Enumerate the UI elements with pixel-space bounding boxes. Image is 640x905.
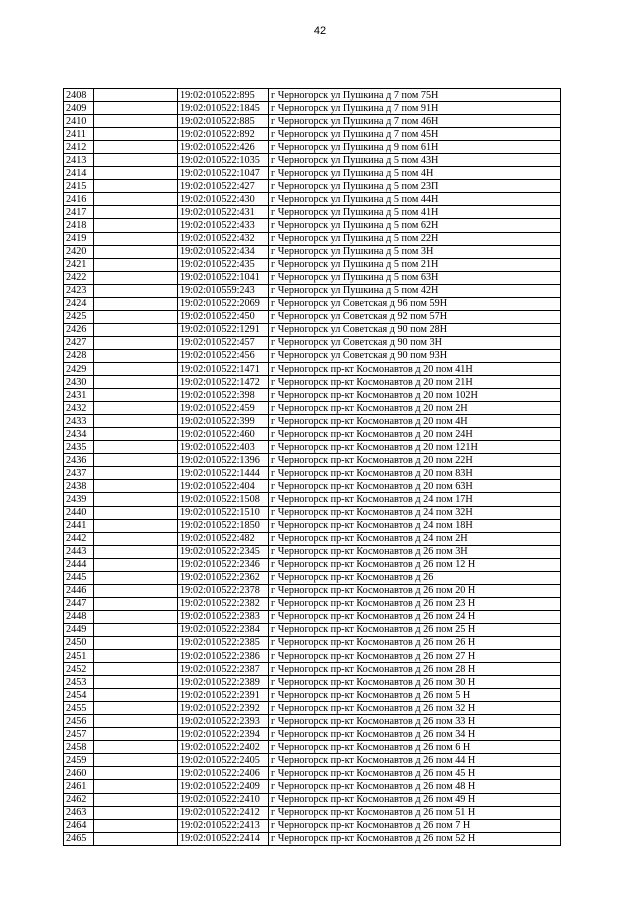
row-number-cell: 2423 [64, 284, 94, 297]
cadastral-number-cell: 19:02:010522:895 [178, 89, 269, 102]
address-cell: г Черногорск ул Пушкина д 5 пом 44Н [269, 193, 561, 206]
address-cell: г Черногорск пр-кт Космонавтов д 24 пом 18Н [269, 519, 561, 532]
table-row [64, 180, 561, 193]
table-row [64, 650, 561, 663]
blank-cell [94, 245, 178, 258]
table-row [64, 597, 561, 610]
blank-cell [94, 349, 178, 362]
table-row [64, 676, 561, 689]
cadastral-number-cell: 19:02:010522:2387 [178, 663, 269, 676]
cadastral-number-cell: 19:02:010522:2362 [178, 571, 269, 584]
table-row [64, 754, 561, 767]
blank-cell [94, 389, 178, 402]
row-number-cell: 2462 [64, 793, 94, 806]
address-cell: г Черногорск пр-кт Космонавтов д 20 пом 121Н [269, 441, 561, 454]
cadastral-number-cell: 19:02:010522:1845 [178, 102, 269, 115]
table-row [64, 506, 561, 519]
blank-cell [94, 663, 178, 676]
cadastral-number-cell: 19:02:010522:432 [178, 232, 269, 245]
blank-cell [94, 154, 178, 167]
table-row [64, 245, 561, 258]
address-cell: г Черногорск пр-кт Космонавтов д 20 пом 83Н [269, 467, 561, 480]
address-cell: г Черногорск ул Пушкина д 9 пом 61Н [269, 141, 561, 154]
row-number-cell: 2436 [64, 454, 94, 467]
cadastral-number-cell: 19:02:010559:243 [178, 284, 269, 297]
address-cell: г Черногорск ул Пушкина д 5 пом 4Н [269, 167, 561, 180]
blank-cell [94, 428, 178, 441]
page-number: 42 [313, 25, 327, 37]
blank-cell [94, 819, 178, 832]
row-number-cell: 2413 [64, 154, 94, 167]
blank-cell [94, 310, 178, 323]
address-cell: г Черногорск ул Советская д 92 пом 57Н [269, 310, 561, 323]
table-row [64, 128, 561, 141]
table-row [64, 415, 561, 428]
address-cell: г Черногорск пр-кт Космонавтов д 26 пом 48 Н [269, 780, 561, 793]
blank-cell [94, 415, 178, 428]
address-cell: г Черногорск пр-кт Космонавтов д 26 пом 3Н [269, 545, 561, 558]
table-row [64, 154, 561, 167]
cadastral-number-cell: 19:02:010522:2402 [178, 741, 269, 754]
address-cell: г Черногорск ул Пушкина д 5 пом 43Н [269, 154, 561, 167]
cadastral-number-cell: 19:02:010522:2414 [178, 832, 269, 845]
address-cell: г Черногорск пр-кт Космонавтов д 26 пом 52 Н [269, 832, 561, 845]
cadastral-number-cell: 19:02:010522:399 [178, 415, 269, 428]
cadastral-number-cell: 19:02:010522:1041 [178, 271, 269, 284]
row-number-cell: 2419 [64, 232, 94, 245]
address-cell: г Черногорск пр-кт Космонавтов д 26 пом 45 Н [269, 767, 561, 780]
row-number-cell: 2459 [64, 754, 94, 767]
row-number-cell: 2422 [64, 271, 94, 284]
table-row [64, 297, 561, 310]
row-number-cell: 2442 [64, 532, 94, 545]
blank-cell [94, 689, 178, 702]
blank-cell [94, 128, 178, 141]
blank-cell [94, 650, 178, 663]
table-row [64, 493, 561, 506]
cadastral-number-cell: 19:02:010522:2345 [178, 545, 269, 558]
cadastral-number-cell: 19:02:010522:892 [178, 128, 269, 141]
table-row [64, 793, 561, 806]
blank-cell [94, 141, 178, 154]
row-number-cell: 2416 [64, 193, 94, 206]
table-row [64, 584, 561, 597]
table-row [64, 102, 561, 115]
blank-cell [94, 806, 178, 819]
row-number-cell: 2464 [64, 819, 94, 832]
cadastral-number-cell: 19:02:010522:431 [178, 206, 269, 219]
cadastral-number-cell: 19:02:010522:1850 [178, 519, 269, 532]
blank-cell [94, 258, 178, 271]
cadastral-number-cell: 19:02:010522:2389 [178, 676, 269, 689]
table-row [64, 702, 561, 715]
cadastral-number-cell: 19:02:010522:435 [178, 258, 269, 271]
property-registry-table [63, 88, 561, 846]
table-row [64, 571, 561, 584]
table-row [64, 167, 561, 180]
row-number-cell: 2458 [64, 741, 94, 754]
address-cell: г Черногорск пр-кт Космонавтов д 26 пом 49 Н [269, 793, 561, 806]
address-cell: г Черногорск ул Пушкина д 7 пом 91Н [269, 102, 561, 115]
table-row [64, 610, 561, 623]
address-cell: г Черногорск ул Пушкина д 5 пом 22Н [269, 232, 561, 245]
cadastral-number-cell: 19:02:010522:2394 [178, 728, 269, 741]
row-number-cell: 2461 [64, 780, 94, 793]
address-cell: г Черногорск ул Пушкина д 7 пом 45Н [269, 128, 561, 141]
table-row [64, 545, 561, 558]
row-number-cell: 2418 [64, 219, 94, 232]
cadastral-number-cell: 19:02:010522:2386 [178, 650, 269, 663]
address-cell: г Черногорск пр-кт Космонавтов д 20 пом 41Н [269, 362, 561, 375]
address-cell: г Черногорск пр-кт Космонавтов д 20 пом 4Н [269, 415, 561, 428]
table-row [64, 402, 561, 415]
cadastral-number-cell: 19:02:010522:1396 [178, 454, 269, 467]
cadastral-number-cell: 19:02:010522:430 [178, 193, 269, 206]
cadastral-number-cell: 19:02:010522:398 [178, 389, 269, 402]
table-row [64, 558, 561, 571]
address-cell: г Черногорск пр-кт Космонавтов д 20 пом 22Н [269, 454, 561, 467]
table-row [64, 141, 561, 154]
cadastral-number-cell: 19:02:010522:1472 [178, 376, 269, 389]
row-number-cell: 2430 [64, 376, 94, 389]
table-row [64, 115, 561, 128]
address-cell: г Черногорск пр-кт Космонавтов д 24 пом 32Н [269, 506, 561, 519]
blank-cell [94, 780, 178, 793]
address-cell: г Черногорск пр-кт Космонавтов д 24 пом 2Н [269, 532, 561, 545]
table-row [64, 206, 561, 219]
blank-cell [94, 297, 178, 310]
row-number-cell: 2426 [64, 323, 94, 336]
table-row [64, 715, 561, 728]
row-number-cell: 2445 [64, 571, 94, 584]
blank-cell [94, 219, 178, 232]
blank-cell [94, 232, 178, 245]
address-cell: г Черногорск пр-кт Космонавтов д 26 пом 24 Н [269, 610, 561, 623]
address-cell: г Черногорск ул Советская д 96 пом 59Н [269, 297, 561, 310]
table-row [64, 376, 561, 389]
row-number-cell: 2414 [64, 167, 94, 180]
row-number-cell: 2435 [64, 441, 94, 454]
cadastral-number-cell: 19:02:010522:2383 [178, 610, 269, 623]
row-number-cell: 2410 [64, 115, 94, 128]
row-number-cell: 2431 [64, 389, 94, 402]
address-cell: г Черногорск ул Пушкина д 7 пом 46Н [269, 115, 561, 128]
address-cell: г Черногорск пр-кт Космонавтов д 26 [269, 571, 561, 584]
cadastral-number-cell: 19:02:010522:2410 [178, 793, 269, 806]
blank-cell [94, 754, 178, 767]
blank-cell [94, 180, 178, 193]
cadastral-number-cell: 19:02:010522:434 [178, 245, 269, 258]
address-cell: г Черногорск пр-кт Космонавтов д 20 пом 2Н [269, 402, 561, 415]
table-row [64, 636, 561, 649]
row-number-cell: 2428 [64, 349, 94, 362]
row-number-cell: 2424 [64, 297, 94, 310]
row-number-cell: 2455 [64, 702, 94, 715]
address-cell: г Черногорск ул Пушкина д 5 пом 41Н [269, 206, 561, 219]
blank-cell [94, 467, 178, 480]
address-cell: г Черногорск пр-кт Космонавтов д 20 пом 21Н [269, 376, 561, 389]
table-row [64, 232, 561, 245]
table-row [64, 271, 561, 284]
table-row [64, 819, 561, 832]
address-cell: г Черногорск пр-кт Космонавтов д 26 пом 7 Н [269, 819, 561, 832]
blank-cell [94, 206, 178, 219]
cadastral-number-cell: 19:02:010522:2393 [178, 715, 269, 728]
cadastral-number-cell: 19:02:010522:1035 [178, 154, 269, 167]
address-cell: г Черногорск ул Пушкина д 5 пом 42Н [269, 284, 561, 297]
cadastral-number-cell: 19:02:010522:1047 [178, 167, 269, 180]
cadastral-number-cell: 19:02:010522:1291 [178, 323, 269, 336]
row-number-cell: 2457 [64, 728, 94, 741]
blank-cell [94, 89, 178, 102]
address-cell: г Черногорск пр-кт Космонавтов д 26 пом 34 Н [269, 728, 561, 741]
blank-cell [94, 702, 178, 715]
cadastral-number-cell: 19:02:010522:404 [178, 480, 269, 493]
cadastral-number-cell: 19:02:010522:457 [178, 336, 269, 349]
row-number-cell: 2415 [64, 180, 94, 193]
address-cell: г Черногорск пр-кт Космонавтов д 24 пом 17Н [269, 493, 561, 506]
row-number-cell: 2449 [64, 623, 94, 636]
table-row [64, 663, 561, 676]
blank-cell [94, 571, 178, 584]
blank-cell [94, 832, 178, 845]
blank-cell [94, 336, 178, 349]
blank-cell [94, 402, 178, 415]
row-number-cell: 2447 [64, 597, 94, 610]
blank-cell [94, 676, 178, 689]
cadastral-number-cell: 19:02:010522:2392 [178, 702, 269, 715]
blank-cell [94, 506, 178, 519]
table-row [64, 362, 561, 375]
blank-cell [94, 102, 178, 115]
blank-cell [94, 493, 178, 506]
table-row [64, 728, 561, 741]
cadastral-number-cell: 19:02:010522:1508 [178, 493, 269, 506]
blank-cell [94, 284, 178, 297]
row-number-cell: 2438 [64, 480, 94, 493]
row-number-cell: 2434 [64, 428, 94, 441]
row-number-cell: 2452 [64, 663, 94, 676]
address-cell: г Черногорск пр-кт Космонавтов д 26 пом 12 Н [269, 558, 561, 571]
table-row [64, 284, 561, 297]
row-number-cell: 2433 [64, 415, 94, 428]
address-cell: г Черногорск пр-кт Космонавтов д 26 пом 20 Н [269, 584, 561, 597]
address-cell: г Черногорск ул Пушкина д 7 пом 75Н [269, 89, 561, 102]
cadastral-number-cell: 19:02:010522:885 [178, 115, 269, 128]
table-row [64, 480, 561, 493]
cadastral-number-cell: 19:02:010522:1444 [178, 467, 269, 480]
row-number-cell: 2441 [64, 519, 94, 532]
blank-cell [94, 519, 178, 532]
row-number-cell: 2463 [64, 806, 94, 819]
table-row [64, 389, 561, 402]
cadastral-number-cell: 19:02:010522:2346 [178, 558, 269, 571]
table-row [64, 349, 561, 362]
address-cell: г Черногорск пр-кт Космонавтов д 26 пом 44 Н [269, 754, 561, 767]
row-number-cell: 2440 [64, 506, 94, 519]
row-number-cell: 2453 [64, 676, 94, 689]
row-number-cell: 2432 [64, 402, 94, 415]
cadastral-number-cell: 19:02:010522:2412 [178, 806, 269, 819]
address-cell: г Черногорск пр-кт Космонавтов д 20 пом 102Н [269, 389, 561, 402]
blank-cell [94, 362, 178, 375]
row-number-cell: 2465 [64, 832, 94, 845]
row-number-cell: 2448 [64, 610, 94, 623]
address-cell: г Черногорск ул Пушкина д 5 пом 63Н [269, 271, 561, 284]
cadastral-number-cell: 19:02:010522:2391 [178, 689, 269, 702]
row-number-cell: 2444 [64, 558, 94, 571]
address-cell: г Черногорск пр-кт Космонавтов д 26 пом 30 Н [269, 676, 561, 689]
blank-cell [94, 741, 178, 754]
table-row [64, 428, 561, 441]
cadastral-number-cell: 19:02:010522:460 [178, 428, 269, 441]
blank-cell [94, 610, 178, 623]
blank-cell [94, 193, 178, 206]
table-row [64, 806, 561, 819]
table-row [64, 441, 561, 454]
address-cell: г Черногорск ул Пушкина д 5 пом 62Н [269, 219, 561, 232]
cadastral-number-cell: 19:02:010522:456 [178, 349, 269, 362]
blank-cell [94, 480, 178, 493]
cadastral-number-cell: 19:02:010522:482 [178, 532, 269, 545]
cadastral-number-cell: 19:02:010522:433 [178, 219, 269, 232]
cadastral-number-cell: 19:02:010522:403 [178, 441, 269, 454]
cadastral-number-cell: 19:02:010522:2378 [178, 584, 269, 597]
cadastral-number-cell: 19:02:010522:2069 [178, 297, 269, 310]
cadastral-number-cell: 19:02:010522:1510 [178, 506, 269, 519]
cadastral-number-cell: 19:02:010522:1471 [178, 362, 269, 375]
table-row [64, 467, 561, 480]
blank-cell [94, 623, 178, 636]
row-number-cell: 2411 [64, 128, 94, 141]
address-cell: г Черногорск пр-кт Космонавтов д 26 пом 26 Н [269, 636, 561, 649]
table-row [64, 336, 561, 349]
row-number-cell: 2409 [64, 102, 94, 115]
blank-cell [94, 728, 178, 741]
blank-cell [94, 584, 178, 597]
address-cell: г Черногорск пр-кт Космонавтов д 26 пом 32 Н [269, 702, 561, 715]
address-cell: г Черногорск ул Советская д 90 пом 28Н [269, 323, 561, 336]
address-cell: г Черногорск пр-кт Космонавтов д 26 пом 51 Н [269, 806, 561, 819]
cadastral-number-cell: 19:02:010522:426 [178, 141, 269, 154]
blank-cell [94, 532, 178, 545]
address-cell: г Черногорск ул Советская д 90 пом 93Н [269, 349, 561, 362]
address-cell: г Черногорск пр-кт Космонавтов д 26 пом 6 Н [269, 741, 561, 754]
cadastral-number-cell: 19:02:010522:2384 [178, 623, 269, 636]
table-row [64, 741, 561, 754]
table-row [64, 780, 561, 793]
row-number-cell: 2421 [64, 258, 94, 271]
table-row [64, 323, 561, 336]
address-cell: г Черногорск пр-кт Космонавтов д 26 пом 5 Н [269, 689, 561, 702]
cadastral-number-cell: 19:02:010522:2385 [178, 636, 269, 649]
blank-cell [94, 597, 178, 610]
blank-cell [94, 558, 178, 571]
blank-cell [94, 545, 178, 558]
blank-cell [94, 271, 178, 284]
blank-cell [94, 323, 178, 336]
table-row [64, 193, 561, 206]
row-number-cell: 2429 [64, 362, 94, 375]
row-number-cell: 2446 [64, 584, 94, 597]
cadastral-number-cell: 19:02:010522:450 [178, 310, 269, 323]
row-number-cell: 2450 [64, 636, 94, 649]
cadastral-number-cell: 19:02:010522:2405 [178, 754, 269, 767]
row-number-cell: 2437 [64, 467, 94, 480]
table-row [64, 258, 561, 271]
row-number-cell: 2425 [64, 310, 94, 323]
table-row [64, 519, 561, 532]
blank-cell [94, 454, 178, 467]
address-cell: г Черногорск ул Пушкина д 5 пом 21Н [269, 258, 561, 271]
cadastral-number-cell: 19:02:010522:2382 [178, 597, 269, 610]
row-number-cell: 2408 [64, 89, 94, 102]
row-number-cell: 2412 [64, 141, 94, 154]
blank-cell [94, 376, 178, 389]
cadastral-number-cell: 19:02:010522:459 [178, 402, 269, 415]
row-number-cell: 2417 [64, 206, 94, 219]
blank-cell [94, 167, 178, 180]
address-cell: г Черногорск ул Пушкина д 5 пом 3Н [269, 245, 561, 258]
address-cell: г Черногорск пр-кт Космонавтов д 26 пом 27 Н [269, 650, 561, 663]
blank-cell [94, 767, 178, 780]
row-number-cell: 2460 [64, 767, 94, 780]
table-row [64, 310, 561, 323]
table-row [64, 454, 561, 467]
table-row [64, 623, 561, 636]
row-number-cell: 2451 [64, 650, 94, 663]
row-number-cell: 2427 [64, 336, 94, 349]
table-row [64, 89, 561, 102]
table-row [64, 832, 561, 845]
table-row [64, 689, 561, 702]
cadastral-number-cell: 19:02:010522:427 [178, 180, 269, 193]
row-number-cell: 2420 [64, 245, 94, 258]
blank-cell [94, 115, 178, 128]
table-row [64, 219, 561, 232]
blank-cell [94, 793, 178, 806]
blank-cell [94, 715, 178, 728]
registry-table-body [64, 89, 561, 846]
cadastral-number-cell: 19:02:010522:2413 [178, 819, 269, 832]
table-row [64, 767, 561, 780]
cadastral-number-cell: 19:02:010522:2409 [178, 780, 269, 793]
row-number-cell: 2439 [64, 493, 94, 506]
address-cell: г Черногорск пр-кт Космонавтов д 20 пом 24Н [269, 428, 561, 441]
address-cell: г Черногорск пр-кт Космонавтов д 26 пом 33 Н [269, 715, 561, 728]
row-number-cell: 2443 [64, 545, 94, 558]
address-cell: г Черногорск пр-кт Космонавтов д 26 пом 28 Н [269, 663, 561, 676]
blank-cell [94, 636, 178, 649]
address-cell: г Черногорск пр-кт Космонавтов д 26 пом 23 Н [269, 597, 561, 610]
blank-cell [94, 441, 178, 454]
cadastral-number-cell: 19:02:010522:2406 [178, 767, 269, 780]
address-cell: г Черногорск ул Пушкина д 5 пом 23П [269, 180, 561, 193]
row-number-cell: 2454 [64, 689, 94, 702]
table-row [64, 532, 561, 545]
address-cell: г Черногорск пр-кт Космонавтов д 20 пом 63Н [269, 480, 561, 493]
row-number-cell: 2456 [64, 715, 94, 728]
address-cell: г Черногорск ул Советская д 90 пом 3Н [269, 336, 561, 349]
address-cell: г Черногорск пр-кт Космонавтов д 26 пом 25 Н [269, 623, 561, 636]
